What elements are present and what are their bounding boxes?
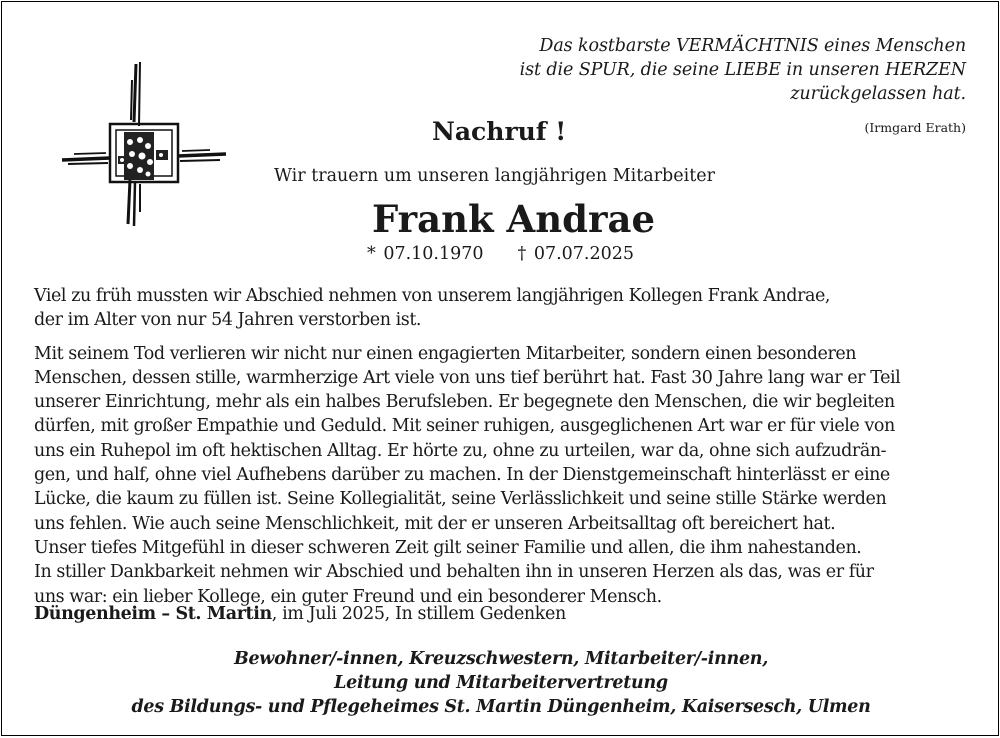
stylized-cross-icon (60, 62, 228, 228)
place-date-line (34, 604, 566, 624)
deceased-name: Frank Andrae (372, 197, 655, 241)
text-line: uns fehlen. Wie auch seine Menschlichkeit, mit der er unseren Arbeitsalltag oft bereichert hat. (34, 513, 836, 534)
birth-date: * 07.10.1970 (367, 244, 484, 264)
quote-author: (Irmgard Erath) (864, 120, 966, 135)
text-line: unserer Einrichtung, mehr als ein halbes Berufsleben. Er begegnete den Menschen, die wir begleiten (34, 392, 895, 413)
page-title: Nachruf ! (432, 117, 567, 146)
quote-line-3: zurückgelassen hat. (790, 84, 966, 104)
memorial-quote (520, 34, 966, 106)
text-line: der im Alter von nur 54 Jahren verstorben ist. (34, 310, 422, 331)
text-line: Unser tiefes Mitgefühl in dieser schweren Zeit gilt seiner Familie und allen, die ihm nahestanden. (34, 537, 862, 558)
place-name: Düngenheim – St. Martin (34, 604, 272, 624)
signers-block (2, 647, 1000, 719)
subheading: Wir trauern um unseren langjährigen Mitarbeiter (274, 166, 715, 186)
quote-line-1: Das kostbarste VERMÄCHTNIS eines Menschen (539, 36, 966, 56)
death-date: † 07.07.2025 (517, 244, 635, 264)
text-line: In stiller Dankbarkeit nehmen wir Abschied und behalten ihn in unseren Herzen als das, was er für (34, 562, 874, 583)
text-line: Viel zu früh mussten wir Abschied nehmen von unserem langjährigen Kollegen Frank Andrae, (34, 286, 830, 306)
text-line: Menschen, dessen stille, warmherzige Art viele von uns tief berührt hat. Fast 30 Jahre lang war er Teil (34, 367, 901, 388)
text-line: uns war: ein lieber Kollege, ein guter Freund und ein besonderer Mensch. (34, 586, 662, 607)
life-dates (367, 244, 634, 264)
obituary-card (1, 1, 999, 736)
signer-line-3: des Bildungs- und Pflegeheimes St. Martin Düngenheim, Kaisersesch, Ulmen (131, 697, 871, 717)
quote-line-2: ist die SPUR, die seine LIEBE in unseren HERZEN (519, 60, 966, 80)
paragraph-1 (34, 284, 984, 333)
text-line: dürfen, mit großer Empathie und Geduld. Mit seiner ruhigen, ausgeglichenen Art war er für viele von (34, 416, 895, 437)
obituary-text (34, 284, 984, 609)
signer-line-1: Bewohner/-innen, Kreuzschwestern, Mitarbeiter/-innen, (233, 649, 769, 669)
date-remark: , im Juli 2025, In stillem Gedenken (271, 604, 566, 624)
text-line: gen, und half, ohne viel Aufhebens darüber zu machen. In der Dienstgemeinschaft hinterlässt er eine (34, 465, 890, 486)
text-line: uns ein Ruhepol im oft hektischen Alltag. Er hörte zu, ohne zu urteilen, war da, ohne sich aufzudrän- (34, 440, 887, 461)
text-line: Mit seinem Tod verlieren wir nicht nur einen engagierten Mitarbeiter, sondern einen besonderen (34, 343, 857, 364)
text-line: Lücke, die kaum zu füllen ist. Seine Kollegialität, seine Verlässlichkeit und seine stille Stärke werden (34, 489, 887, 510)
paragraph-2 (34, 342, 984, 609)
signer-line-2: Leitung und Mitarbeitervertretung (334, 673, 668, 693)
